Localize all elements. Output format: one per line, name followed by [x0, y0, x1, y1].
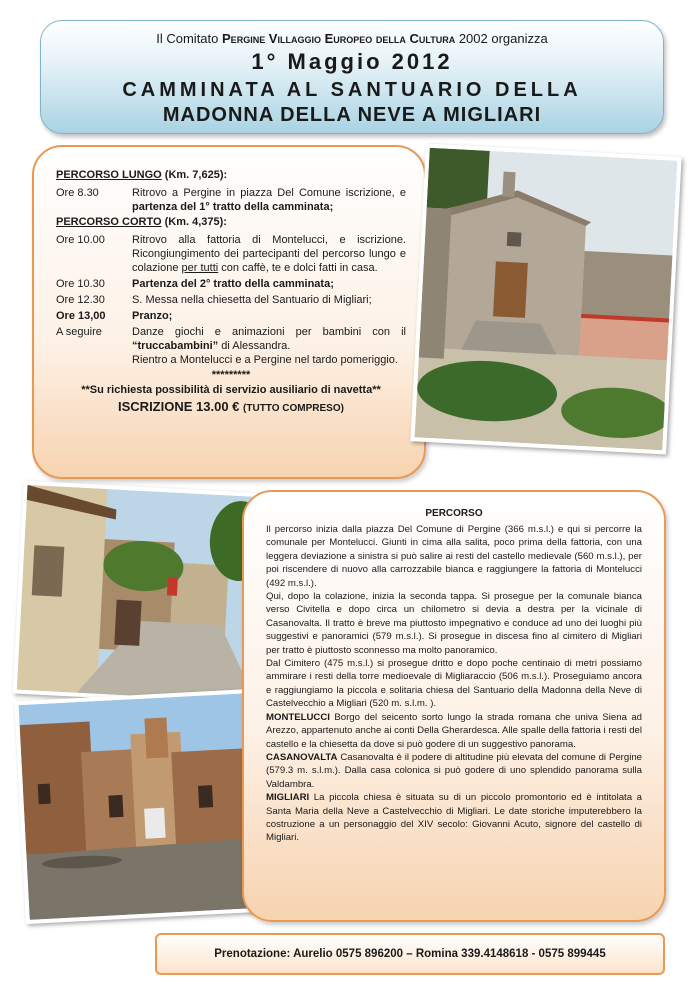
route-subheading: CASANOVALTA [266, 751, 338, 763]
church-photo-image [415, 148, 678, 451]
church-photo [410, 144, 681, 455]
schedule-desc [132, 325, 406, 367]
route-text [266, 523, 642, 845]
percorso-corto-km: (Km. 4,375): [164, 216, 227, 228]
org-name: Pergine Villaggio Europeo della Cultura [222, 31, 456, 46]
route-paragraph: Dal Cimitero (475 m.s.l.) si prosegue dritto e dopo poche centinaio di metri possiamo ammirare i resti della torre medioevale di Migliaraccio (506 m.s.l.). Proseguiamo ancora e raggiungiamo la piccola e solitaria chiesa del Santuario della Madonna della Neve di Castelvecchio a Migliari (520 m. s.l.m. ). [266, 658, 642, 710]
schedule-time: A seguire [56, 326, 102, 338]
schedule-row [56, 325, 406, 367]
schedule-time: Ore 10.00 [56, 234, 105, 246]
schedule-time: Ore 8.30 [56, 187, 99, 199]
route-paragraph: Il percorso inizia dalla piazza Del Comune di Pergine (366 m.s.l.) e qui si percorre la comunale per Montelucci. Giunti in cima alla salita, poco prima della fattoria, con una leggera deviazione a sinistra si può salire ai resti del castello medievale (560 m.s.l.), per poi riscendere di nuovo alla carrozzabile bianca e raggiungere la fattoria di Montelucci (492 m.s.l.). [266, 524, 642, 589]
schedule-bold: “truccabambini” [132, 340, 219, 352]
schedule-row [56, 293, 406, 307]
route-paragraph: Qui, dopo la colazione, inizia la seconda tappa. Si prosegue per la comunale bianca verso Civitella e dopo circa un chilometro si devia a destra per la vicinale di Casanovalta. Il tratto è breve ma piuttosto impegnativo e conduce ad uno dei luoghi più suggestivi e panoramici (579 m.s.l.). Si prosegue in discesa fino al cimitero di Migliari per tratto è piuttosto sconnesso ma molto panoramico. [266, 591, 642, 656]
schedule-time: Ore 13,00 [56, 310, 106, 322]
navetta-note: **Su richiesta possibilità di servizio ausiliario di navetta** [81, 384, 381, 396]
schedule-underlined: per tutti [181, 262, 219, 274]
village-street-photo-image [17, 485, 267, 702]
event-title-line2: MADONNA DELLA NEVE A MIGLIARI [162, 104, 542, 126]
schedule-text: Ritrovo a Pergine in piazza Del Comune iscrizione, e [132, 187, 406, 199]
percorso-lungo-title: PERCORSO LUNGO [56, 169, 162, 181]
route-paragraph-text: Casanovalta è il podere di altitudine più elevata del comune di Pergine (579.3 m. s.l.m.). Dalla casa colonica si può godere di uno splendido panorama sulla Valdambra. [266, 751, 643, 790]
schedule-text: di Alessandra. [221, 340, 291, 352]
event-date: 1° Maggio 2012 [251, 49, 453, 74]
schedule-time: Ore 10.30 [56, 278, 105, 290]
schedule-text: Rientro a Montelucci e a Pergine nel tardo pomeriggio. [132, 354, 398, 366]
piazza-photo [14, 689, 263, 924]
route-paragraph-text: Borgo del seicento sorto lungo la strada romana che univa Siena ad Arezzo, appartenuto anche ai conti Della Gherardesca. Alle spalle della fattoria i resti del castello e la chiesetta da dove si può godere di un suggestivo panorama. [266, 711, 642, 750]
schedule-text: con caffè, te e dolci fatti in casa. [221, 262, 378, 274]
org-post: 2002 organizza [458, 31, 548, 46]
org-pre: Il Comitato [156, 31, 219, 46]
schedule-desc: S. Messa nella chiesetta del Santuario di Migliari; [132, 294, 372, 306]
route-subheading: MIGLIARI [266, 792, 310, 804]
schedule-desc [132, 186, 406, 214]
iscrizione-price [56, 399, 406, 414]
route-paragraph [266, 751, 642, 791]
header-banner [40, 20, 664, 134]
schedule-text: Danze giochi e animazioni per bambini con il [132, 326, 406, 338]
booking-footer [155, 933, 665, 975]
route-subheading: MONTELUCCI [266, 711, 330, 723]
booking-contacts: Prenotazione: Aurelio 0575 896200 – Romina 339.4148618 - 0575 899445 [214, 948, 606, 960]
schedule-desc [132, 309, 406, 323]
schedule-time: Ore 12.30 [56, 294, 105, 306]
route-description-box [242, 490, 666, 922]
schedule-desc [132, 233, 406, 275]
percorso-corto-heading [56, 216, 406, 228]
schedule-bold: partenza del 1° tratto della camminata; [132, 201, 334, 213]
route-paragraph-text: La piccola chiesa è situata su di un piccolo promontorio ed è intitolata a Santa Maria della Neve a Castelvecchio di Migliari. Le date storiche imputerebbero la costruzione a un personaggio del XIV secolo: Giovanni Acuto, signore del castello di Migliari. [266, 792, 643, 844]
stars-divider: ********* [211, 369, 251, 381]
iscrizione-note: (TUTTO COMPRESO) [243, 403, 344, 414]
schedule-desc [132, 277, 406, 291]
route-paragraph [266, 791, 642, 845]
program-box [32, 145, 426, 479]
schedule-row [56, 233, 406, 275]
route-title: PERCORSO [425, 508, 483, 519]
schedule-row [56, 309, 406, 323]
schedule-row [56, 186, 406, 214]
piazza-photo-image [19, 693, 260, 920]
schedule-text: Ritrovo alla fattoria di Montelucci, e iscrizione. Ricongiungimento dei partecipanti del percorso lungo e colazione [132, 234, 406, 274]
village-street-photo [13, 481, 272, 707]
percorso-lungo-heading [56, 169, 406, 181]
schedule-row [56, 277, 406, 291]
route-paragraph [266, 711, 642, 751]
organizer-line [41, 31, 663, 46]
event-title-line1: CAMMINATA AL SANTUARIO DELLA [122, 79, 582, 101]
schedule-bold: Pranzo; [132, 310, 173, 322]
percorso-corto-title: PERCORSO CORTO [56, 216, 162, 228]
schedule-bold: Partenza del 2° tratto della camminata; [132, 278, 334, 290]
percorso-lungo-km: (Km. 7,625): [164, 169, 228, 181]
iscrizione-amount: ISCRIZIONE 13.00 € [118, 399, 240, 414]
